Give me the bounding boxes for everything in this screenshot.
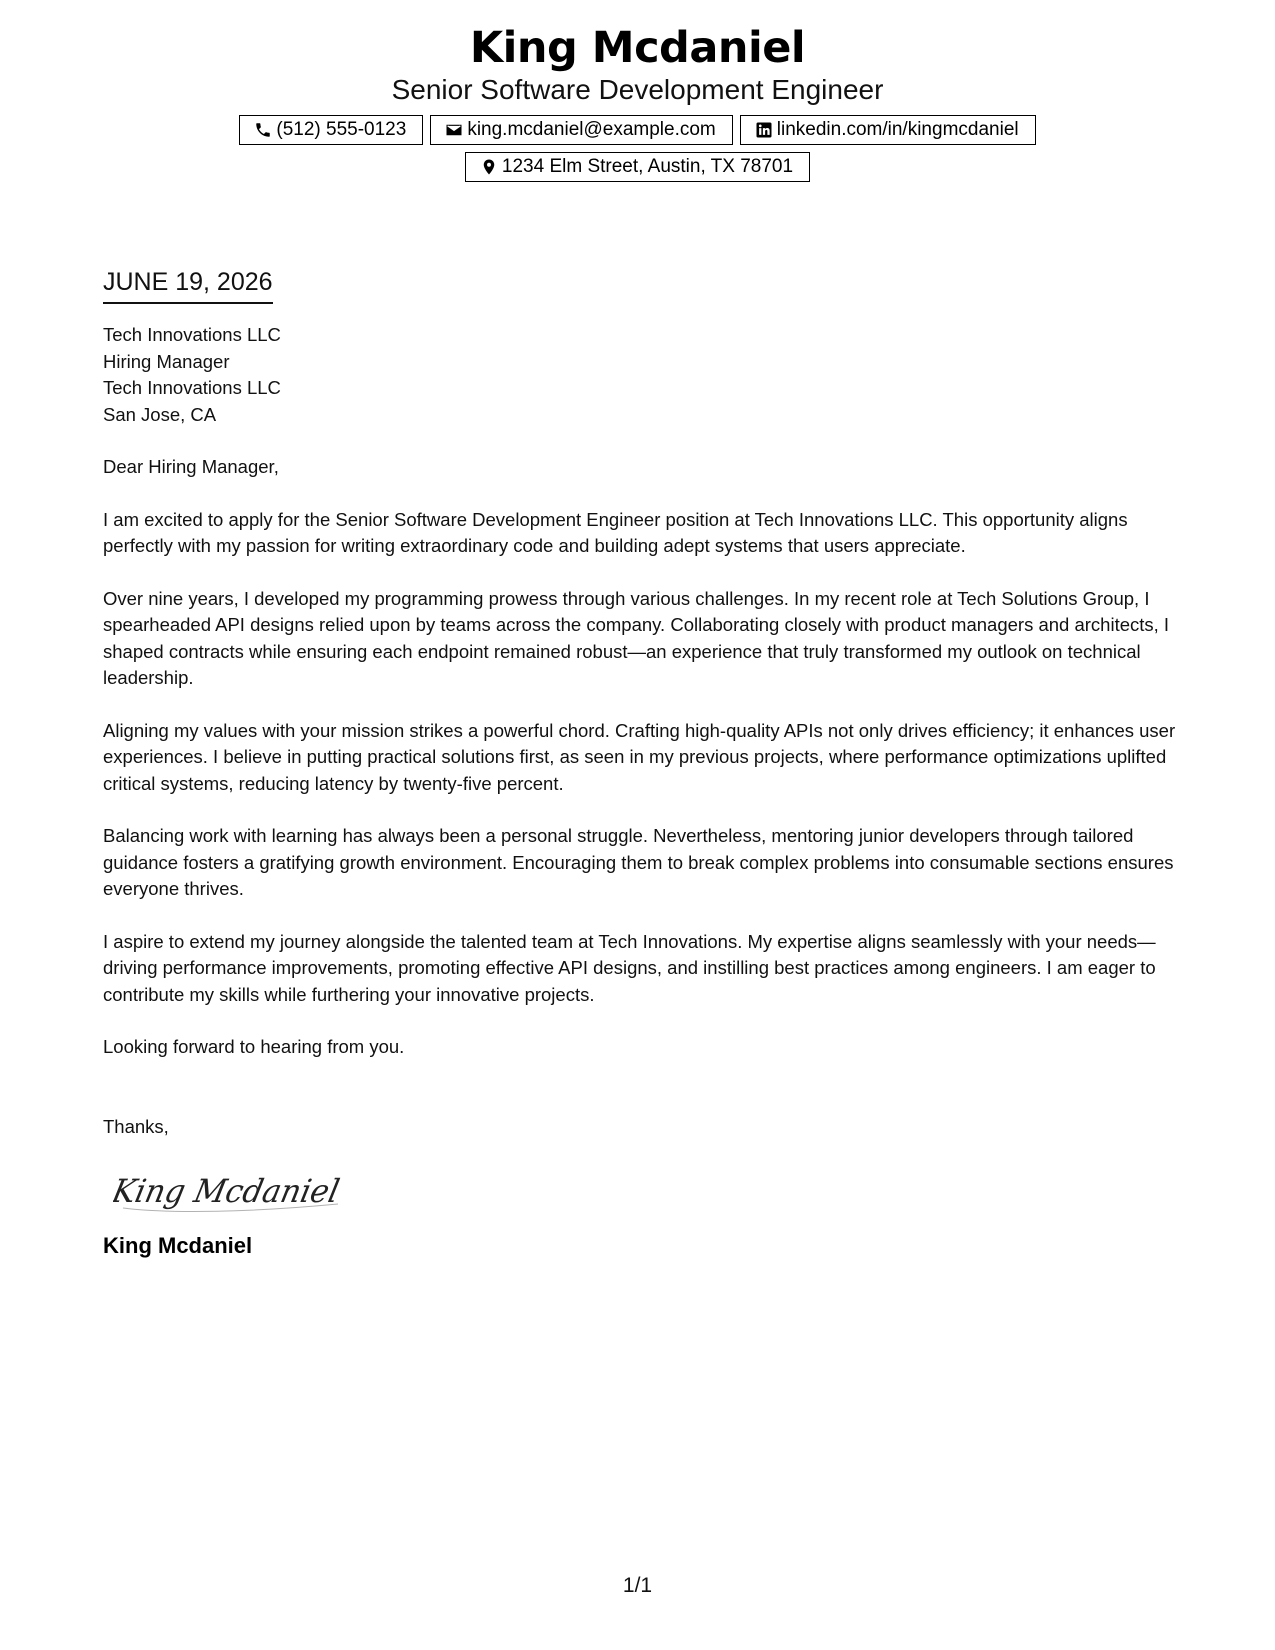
recipient-block [103,322,1178,428]
linkedin-text: linkedin.com/in/kingmcdaniel [776,119,1019,140]
signer-name: King Mcdaniel [103,1233,253,1258]
linkedin-icon [755,121,773,139]
phone-text: (512) 555-0123 [276,119,407,140]
envelope-icon [445,121,463,139]
page-number: 1/1 [622,1574,653,1597]
phone-contact[interactable] [239,115,423,145]
contact-row [0,115,1275,145]
body-paragraph: Over nine years, I developed my programming prowess through various challenges. In my recent role at Tech Solutions Group, I spearheaded API designs relied upon by teams across the company. Collaborating closely with product managers and architects, I shaped contracts while ensuring each endpoint remained robust—an experience that truly transformed my outlook on technical leadership. [103,587,1170,688]
phone-icon [254,121,272,139]
address-text: 1234 Elm Street, Austin, TX 78701 [501,156,794,177]
svg-text:King Mcdaniel: King Mcdaniel [113,1172,353,1210]
body-paragraph: Aligning my values with your mission strikes a powerful chord. Crafting high-quality APIs not only drives efficiency; it enhances user experiences. I believe in putting practical solutions first, as seen in my previous projects, where performance optimizations uplifted critical systems, reducing latency by twenty-five percent. [103,719,1176,794]
recipient-location: San Jose, CA [103,403,217,425]
recipient-company-repeat: Tech Innovations LLC [103,377,281,398]
address-row [0,152,1275,182]
applicant-name: King Mcdaniel [469,23,806,73]
recipient-role: Hiring Manager [103,350,230,372]
signoff: Thanks, [103,1115,169,1137]
recipient-company: Tech Innovations LLC [103,324,281,345]
body-paragraph: I aspire to extend my journey alongside the talented team at Tech Innovations. My expertise aligns seamlessly with your needs—driving performance improvements, promoting effective API designs, and instilling best practices among engineers. I am eager to contribute my skills while furthering your innovative projects. [103,930,1156,1005]
letter-date: JUNE 19, 2026 [103,266,273,304]
linkedin-contact[interactable] [740,115,1036,145]
closing-line: Looking forward to hearing from you. [103,1036,405,1057]
salutation: Dear Hiring Manager, [103,456,279,477]
body-paragraph: Balancing work with learning has always been a personal struggle. Nevertheless, mentoring junior developers through tailored guidance fosters a gratifying growth environment. Encouraging them to break complex problems into consumable sections ensures everyone thrives. [103,825,1174,899]
applicant-title: Senior Software Development Engineer [391,74,884,105]
handwritten-signature [113,1162,353,1218]
email-text: king.mcdaniel@example.com [467,119,716,140]
letter-header [0,22,1275,182]
map-pin-icon [480,158,498,176]
address-contact [465,152,810,182]
body-paragraph: I am excited to apply for the Senior Software Development Engineer position at Tech Innovations LLC. This opportunity aligns perfectly with my passion for writing extraordinary code and building adept systems that users appreciate. [103,508,1128,556]
email-contact[interactable] [430,115,732,145]
letter-body [103,266,1178,1260]
